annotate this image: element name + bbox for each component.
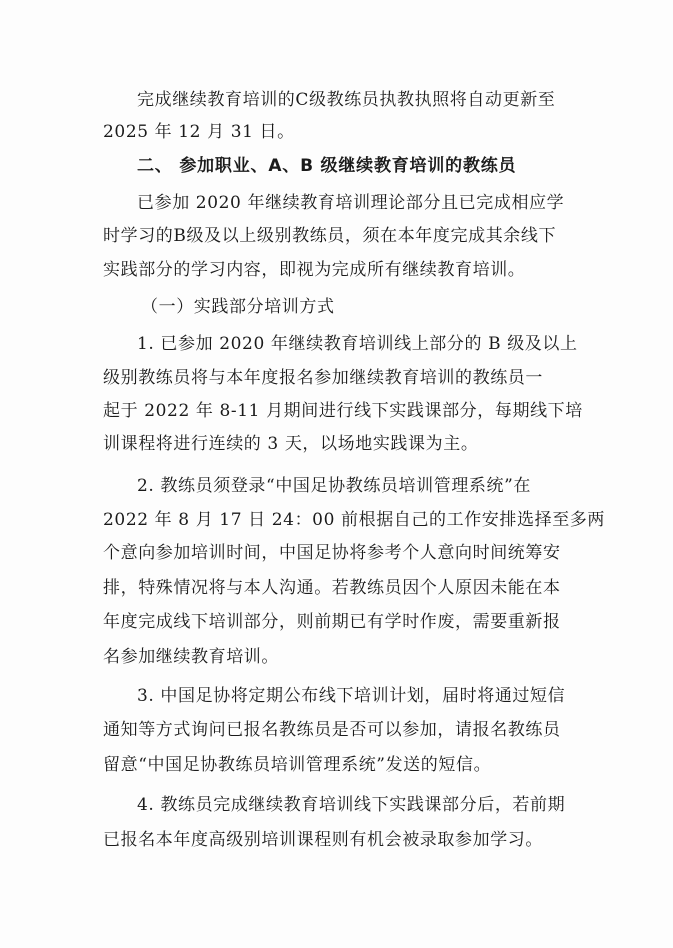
paragraph-line: 实践部分的学习内容，即视为完成所有继续教育培训。 bbox=[103, 260, 526, 280]
paragraph-line: 2. 教练员须登录“中国足协教练员培训管理系统”在 bbox=[137, 476, 532, 496]
paragraph-line: 已报名本年度高级别培训课程则有机会被录取参加学习。 bbox=[103, 830, 543, 850]
paragraph-line: 级别教练员将与本年度报名参加继续教育培训的教练员一 bbox=[103, 368, 543, 388]
paragraph-line: 排，特殊情况将与本人沟通。若教练员因个人原因未能在本 bbox=[103, 578, 561, 598]
paragraph-line: 通知等方式询问已报名教练员是否可以参加，请报名教练员 bbox=[103, 720, 561, 740]
paragraph-line: 名参加继续教育培训。 bbox=[103, 647, 279, 667]
paragraph-line: 3. 中国足协将定期公布线下培训计划，届时将通过短信 bbox=[137, 686, 566, 706]
paragraph-line: 留意“中国足协教练员培训管理系统”发送的短信。 bbox=[103, 755, 492, 775]
subsection-heading: （一）实践部分培训方式 bbox=[141, 297, 335, 317]
paragraph-line: 时学习的B级及以上级别教练员，须在本年度完成其余线下 bbox=[103, 226, 557, 246]
paragraph-line: 2022 年 8 月 17 日 24：00 前根据自己的工作安排选择至多两 bbox=[103, 510, 606, 530]
paragraph-line: 年度完成线下培训部分，则前期已有学时作废，需要重新报 bbox=[103, 612, 561, 632]
paragraph-line: 已参加 2020 年继续教育培训理论部分且已完成相应学 bbox=[137, 193, 565, 213]
paragraph-line: 2025 年 12 月 31 日。 bbox=[103, 122, 295, 142]
section-heading: 二、 参加职业、A、B 级继续教育培训的教练员 bbox=[137, 156, 517, 176]
paragraph-line: 4. 教练员完成继续教育培训线下实践课部分后，若前期 bbox=[137, 795, 566, 815]
paragraph-line: 1. 已参加 2020 年继续教育培训线上部分的 B 级及以上 bbox=[137, 334, 578, 354]
paragraph-line: 起于 2022 年 8-11 月期间进行线下实践课部分，每期线下培 bbox=[103, 401, 583, 421]
paragraph-line: 个意向参加培训时间，中国足协将参考个人意向时间统筹安 bbox=[103, 543, 561, 563]
paragraph-line: 完成继续教育培训的C级教练员执教执照将自动更新至 bbox=[137, 90, 556, 110]
paragraph-line: 训课程将进行连续的 3 天，以场地实践课为主。 bbox=[103, 434, 479, 454]
